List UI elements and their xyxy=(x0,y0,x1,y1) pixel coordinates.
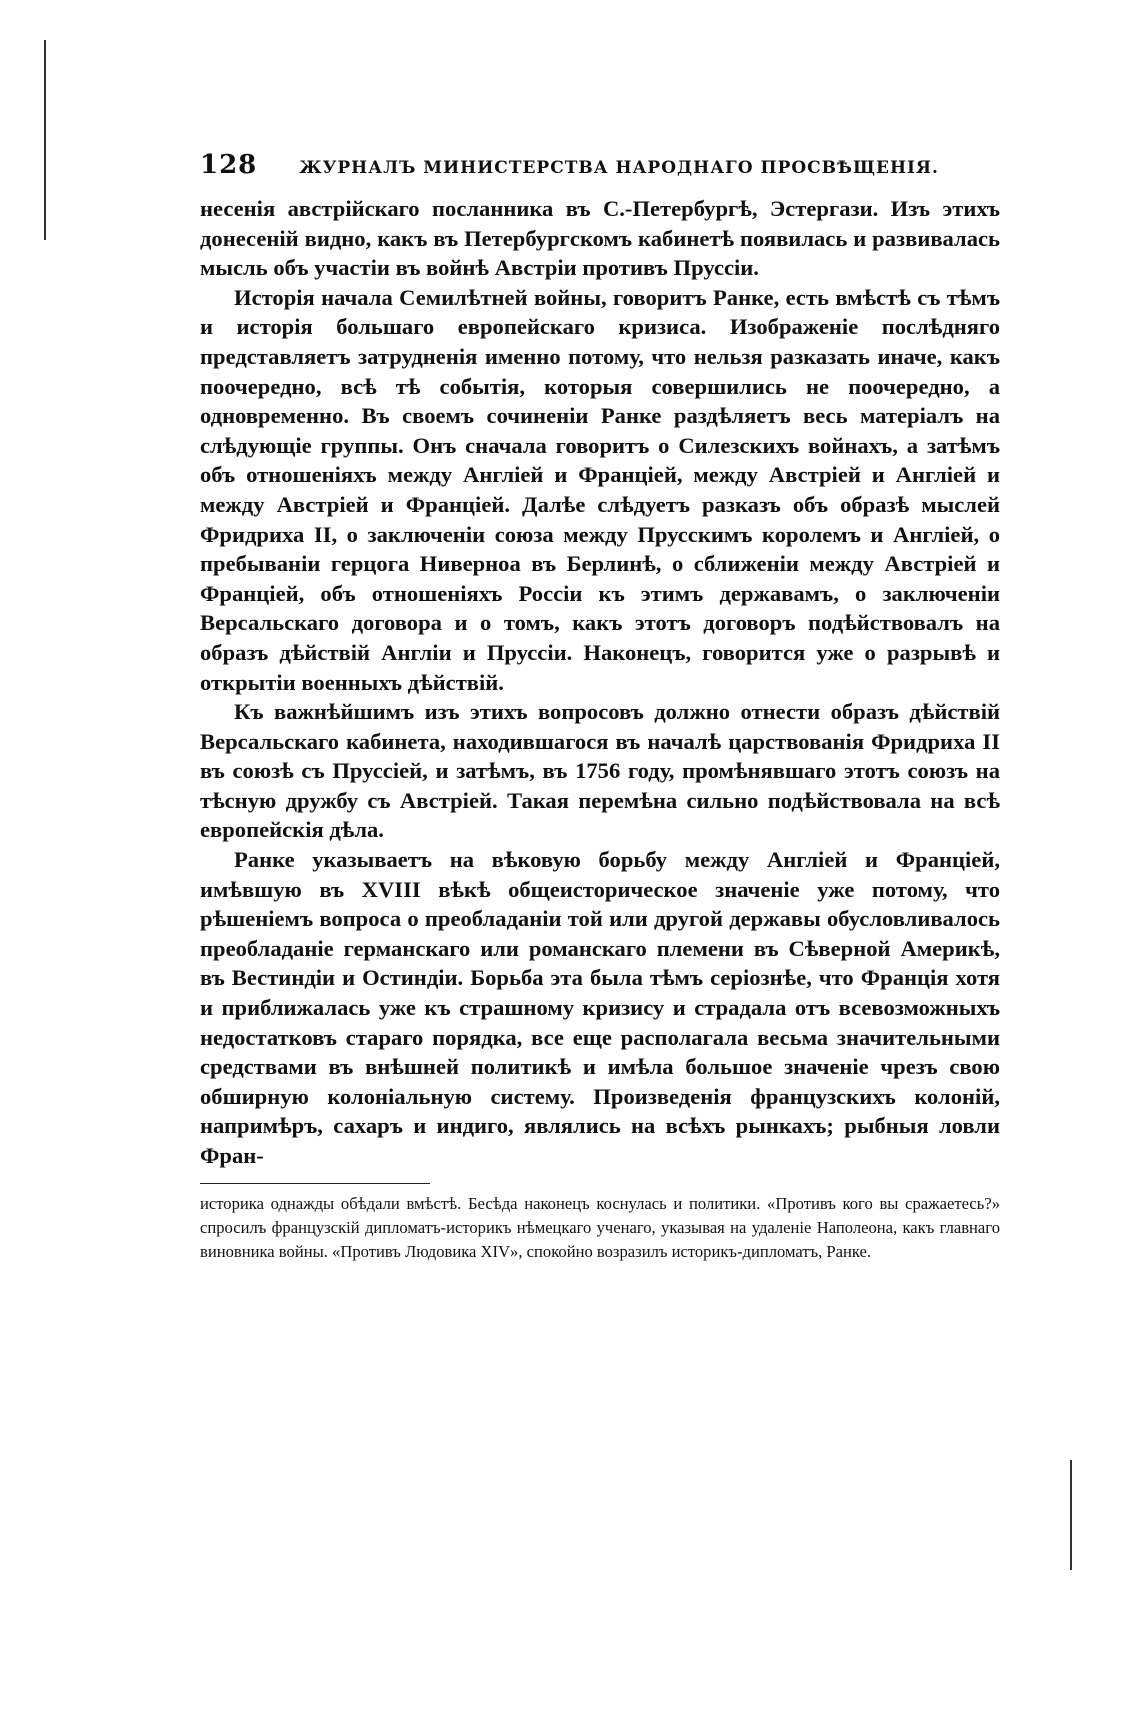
page-number: 128 xyxy=(200,150,258,180)
footnote-divider xyxy=(200,1183,430,1185)
right-margin-line xyxy=(1070,1460,1072,1570)
footnote: историка однажды обѣдали вмѣстѣ. Бесѣда наконецъ коснулась и политики. «Противъ кого вы сражаетесь?» спросилъ французскій дипломатъ-историкъ нѣмецкаго ученаго, указывая на удаленіе Наполеона, какъ главнаго виновника войны. «Противъ Людовика XIV», спокойно возразилъ историкъ-дипломатъ, Ранке. xyxy=(200,1194,1000,1262)
paragraph-continuation: несенія австрійскаго посланника въ С.-Петербургѣ, Эстергази. Изъ этихъ донесеній видно, какъ въ Петербургскомъ кабинетѣ появилась и развивалась мысль объ участіи въ войнѣ Австріи противъ Пруссіи. xyxy=(200,196,1000,281)
page-header xyxy=(200,150,1000,180)
paragraph-versailles-cabinet: Къ важнѣйшимъ изъ этихъ вопросовъ должно отнести образъ дѣйствій Версальскаго кабинета, находившагося въ началѣ царствованія Фридриха II въ союзѣ съ Пруссіей, и затѣмъ, въ 1756 году, промѣнявшаго этотъ союзъ на тѣсную дружбу съ Австріей. Такая перемѣна сильно подѣйствовала на всѣ европейскія дѣла. xyxy=(200,699,1000,843)
running-head: ЖУРНАЛЪ МИНИСТЕРСТВА НАРОДНАГО ПРОСВѢЩЕНІЯ. xyxy=(299,158,939,178)
page xyxy=(200,150,1000,1264)
left-margin-line xyxy=(44,40,46,240)
paragraph-anglo-french-struggle: Ранке указываетъ на вѣковую борьбу между Англіей и Франціей, имѣвшую въ XVIII вѣкѣ общеисторическое значеніе уже потому, что рѣшеніемъ вопроса о преобладаніи той или другой державы обусловливалось преобладаніе германскаго или романскаго племени въ Сѣверной Америкѣ, въ Вестиндіи и Остиндіи. Борьба эта была тѣмъ серіознѣе, что Франція хотя и приближалась уже къ страшному кризису и страдала отъ всевозможныхъ недостатковъ стараго порядка, все еще располагала весьма значительными средствами въ внѣшней политикѣ и имѣла большое значеніе чрезъ свою обширную колоніальную систему. Произведенія французскихъ колоній, напримѣръ, сахаръ и индиго, являлись на всѣхъ рынкахъ; рыбныя ловли Фран- xyxy=(200,847,1000,1168)
paragraph-seven-years-war: Исторія начала Семилѣтней войны, говоритъ Ранке, есть вмѣстѣ съ тѣмъ и исторія большаго европейскаго кризиса. Изображеніе послѣдняго представляетъ затрудненія именно потому, что нельзя разказать иначе, какъ поочередно, всѣ тѣ событія, которыя совершились не поочередно, а одновременно. Въ своемъ сочиненіи Ранке раздѣляетъ весь матеріалъ на слѣдующіе группы. Онъ сначала говоритъ о Силезскихъ войнахъ, а затѣмъ объ отношеніяхъ между Англіей и Франціей, между Австріей и Англіей и между Австріей и Франціей. Далѣе слѣдуетъ разказъ объ образѣ мыслей Фридриха II, о заключеніи союза между Прусскимъ королемъ и Англіей, о пребываніи герцога Ниверноа въ Берлинѣ, о сближеніи между Австріей и Франціей, объ отношеніяхъ Россіи къ этимъ державамъ, о заключеніи Версальскаго договора и о томъ, какъ этотъ договоръ подѣйствовалъ на образъ дѣйствій Англіи и Пруссіи. Наконецъ, говорится уже о разрывѣ и открытіи военныхъ дѣйствій. xyxy=(200,284,1000,695)
